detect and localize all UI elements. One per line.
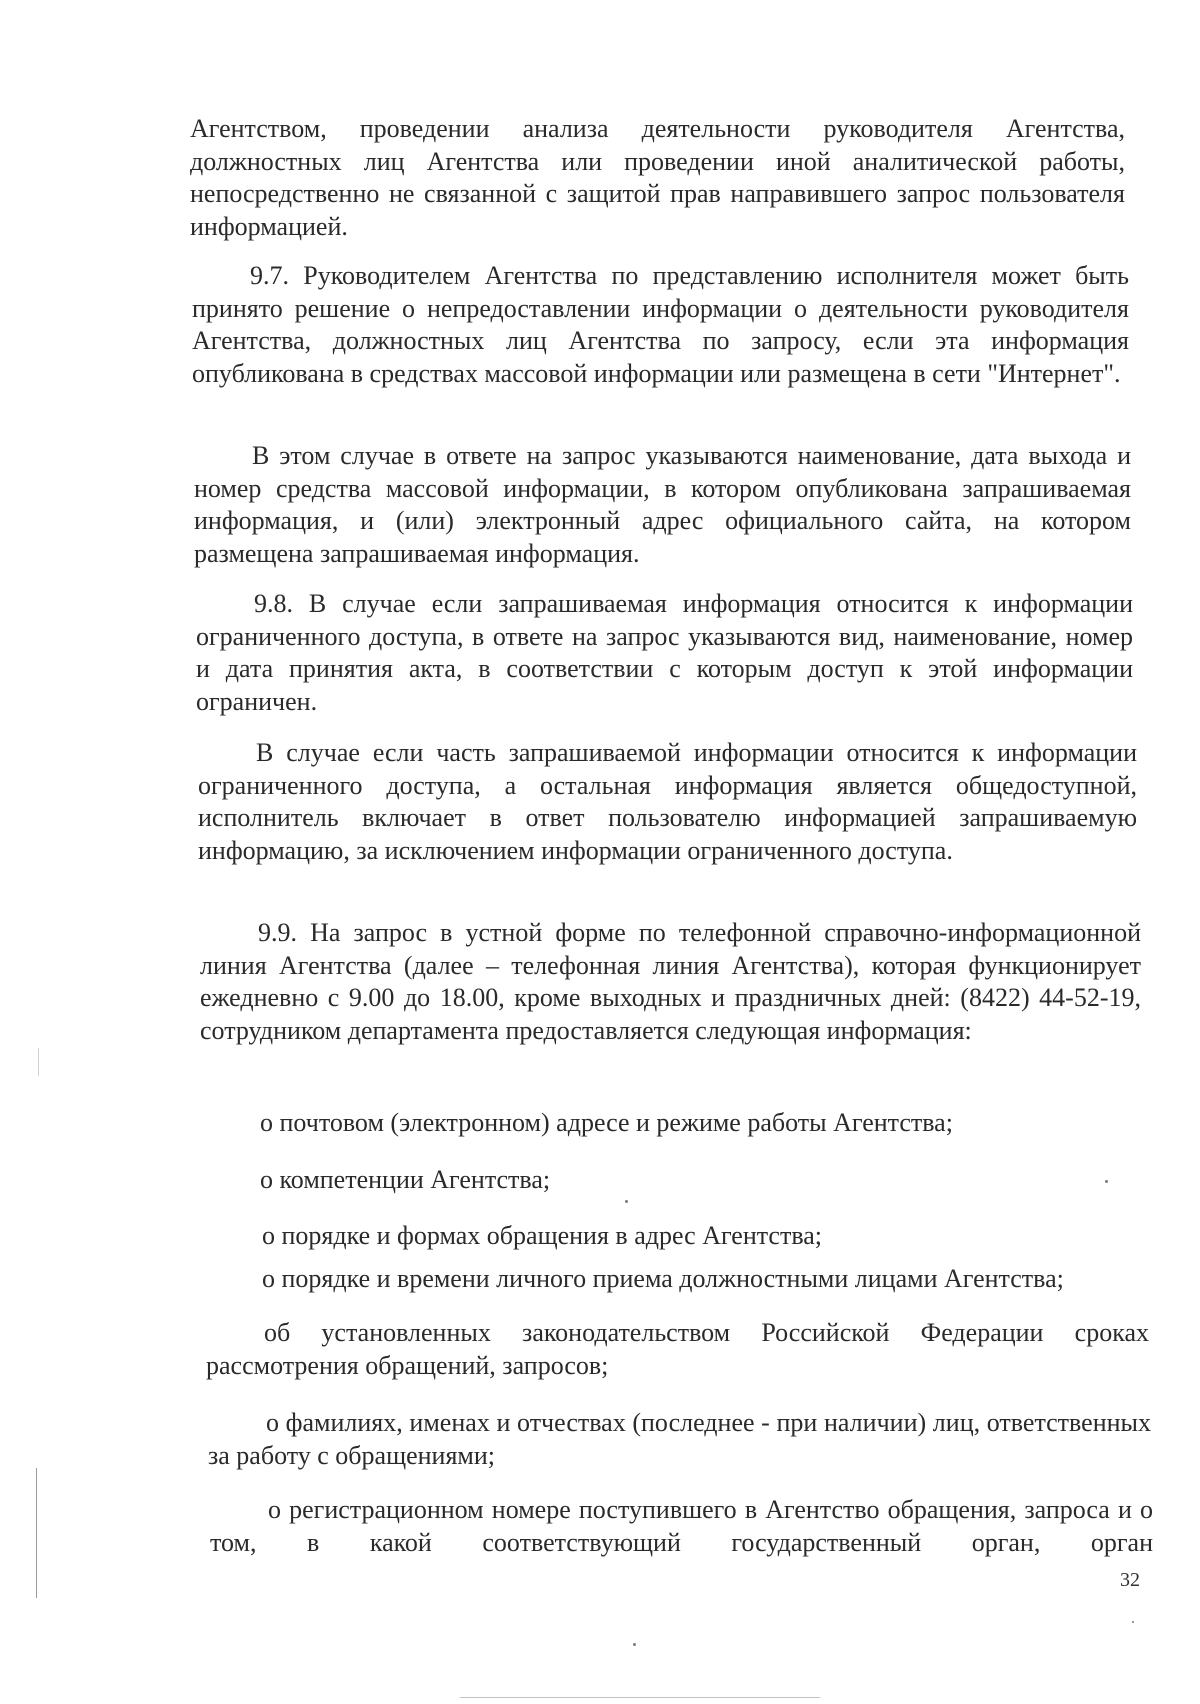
scan-speck bbox=[625, 1200, 628, 1203]
paragraph-partial-restriction: В случае если часть запрашиваемой информации относится к информации ограниченного доступа, а остальная информация является общедоступной, исполнитель включает в ответ пользователю информацией запрашиваемую информацию, за исключением информации ограниченного доступа. bbox=[198, 738, 1137, 865]
list-item-personal-reception: о порядке и времени личного приема должностными лицами Агентства; bbox=[262, 1264, 1064, 1293]
paragraph-9-8: 9.8. В случае если запрашиваемая информация относится к информации ограниченного доступа, в ответе на запрос указываются вид, наименование, номер и дата принятия акта, в соответствии с которым доступ к этой информации ограничен. bbox=[196, 589, 1133, 716]
list-item-appeal-forms: о порядке и формах обращения в адрес Агентства; bbox=[262, 1221, 823, 1250]
paragraph-continuation: Агентством, проведении анализа деятельности руководителя Агентства, должностных лиц Агентства или проведении иной аналитической работы, непосредственно не связанной с защитой прав направившего запрос пользователя информацией. bbox=[190, 114, 1125, 241]
scan-speck bbox=[1105, 1180, 1108, 1183]
paragraph-publication-details: В этом случае в ответе на запрос указываются наименование, дата выхода и номер средства массовой информации, в котором опубликована запрашиваемая информация, и (или) электронный адрес официального сайта, на котором размещена запрашиваемая информация. bbox=[194, 441, 1131, 568]
scan-speck bbox=[1132, 1621, 1134, 1623]
list-item-deadlines: об установленных законодательством Российской Федерации сроках рассмотрения обращений, запросов; bbox=[206, 1318, 1149, 1380]
scan-bottom-line bbox=[460, 1697, 820, 1698]
list-item-competence: о компетенции Агентства; bbox=[260, 1165, 551, 1194]
scan-speck bbox=[633, 1643, 636, 1646]
scan-margin-mark bbox=[38, 1048, 39, 1076]
list-item-registration-number: о регистрационном номере поступившего в Агентство обращения, запроса и о том, в какой соответствующий государственный орган, орган bbox=[210, 1495, 1153, 1557]
paragraph-9-9: 9.9. На запрос в устной форме по телефонной справочно-информационной линия Агентства (далее – телефонная линия Агентства), которая функционирует ежедневно с 9.00 до 18.00, кроме выходных и праздничных дней: (8422) 44-52-19, сотрудником департамента предоставляется следующая информация: bbox=[200, 918, 1141, 1045]
paragraph-9-7: 9.7. Руководителем Агентства по представлению исполнителя может быть принято решение о непредоставлении информации о деятельности руководителя Агентства, должностных лиц Агентства по запросу, если эта информация опубликована в средствах массовой информации или размещена в сети "Интернет". bbox=[192, 261, 1129, 388]
list-item-address: о почтовом (электронном) адресе и режиме работы Агентства; bbox=[260, 1108, 953, 1137]
scan-margin-line bbox=[36, 1468, 37, 1598]
list-item-responsible-persons: о фамилиях, именах и отчествах (последнее - при наличии) лиц, ответственных за работу с обращениями; bbox=[208, 1408, 1151, 1470]
page-number: 32 bbox=[1120, 1569, 1140, 1591]
